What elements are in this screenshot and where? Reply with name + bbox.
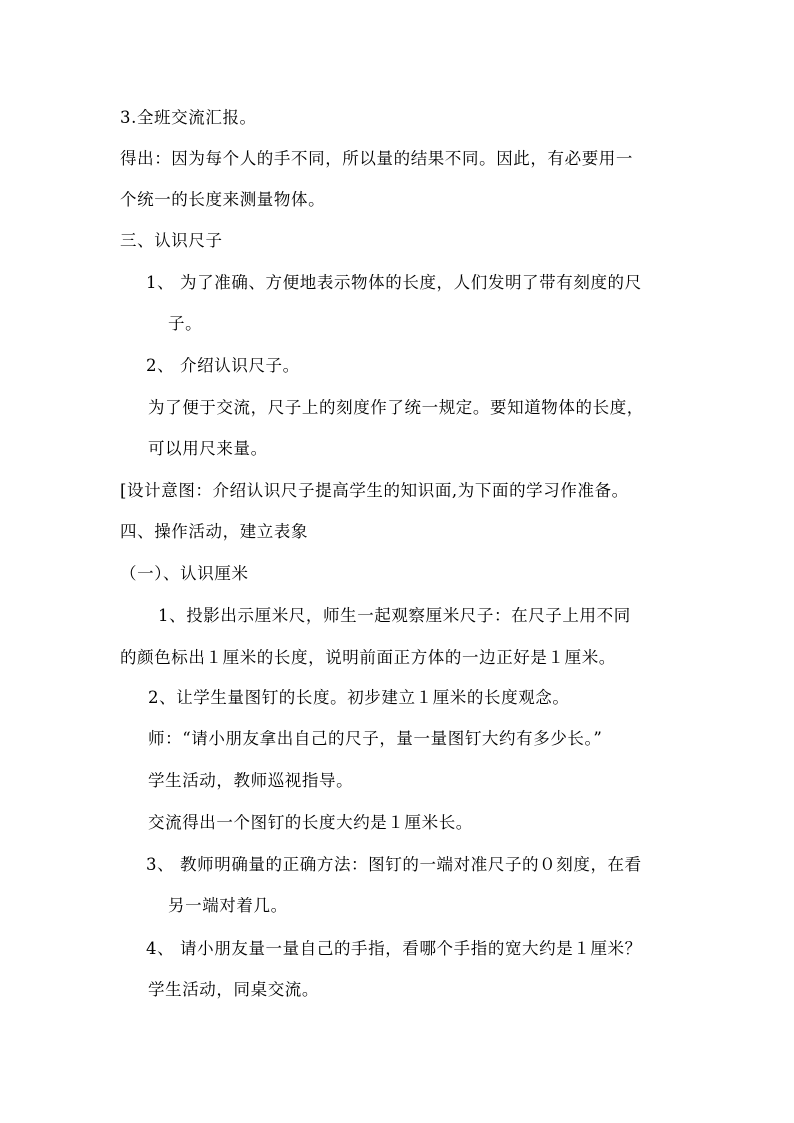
text-line-17: 学生活动，教师巡视指导。	[148, 771, 354, 790]
text-line-8: 为了便于交流，尺子上的刻度作了统一规定。要知道物体的长度，	[148, 398, 644, 417]
text-line-18: 交流得出一个图钉的长度大约是１厘米长。	[148, 813, 473, 832]
text-line-22: 学生活动，同桌交流。	[148, 980, 319, 999]
text-line-13: 1、投影出示厘米尺，师生一起观察厘米尺子：在尺子上用不同	[158, 606, 631, 625]
text-line-21: 4、 请小朋友量一量自己的手指，看哪个手指的宽大约是１厘米？	[146, 939, 642, 958]
text-line-20: 另一端对着几。	[168, 896, 288, 915]
section-heading-4: 四、操作活动，建立表象	[120, 522, 309, 541]
text-line-15: 2、让学生量图钉的长度。初步建立１厘米的长度观念。	[148, 688, 570, 707]
text-line-1: 3.全班交流汇报。	[120, 108, 257, 127]
text-line-3: 个统一的长度来测量物体。	[120, 190, 326, 209]
subsection-heading: （一）、认识厘米	[120, 564, 249, 583]
section-heading-3: 三、认识尺子	[120, 231, 223, 250]
text-line-2: 得出：因为每个人的手不同，所以量的结果不同。因此，有必要用一	[120, 149, 633, 168]
text-line-5: 1、 为了准确、方便地表示物体的长度，人们发明了带有刻度的尺	[146, 273, 642, 292]
text-line-14: 的颜色标出１厘米的长度，说明前面正方体的一边正好是１厘米。	[120, 648, 616, 667]
text-line-7: 2、 介绍认识尺子。	[146, 356, 300, 375]
text-line-19: 3、 教师明确量的正确方法：图钉的一端对准尺子的０刻度，在看	[146, 855, 642, 874]
text-line-9: 可以用尺来量。	[148, 439, 268, 458]
design-intent-note: [设计意图：介绍认识尺子提高学生的知识面,为下面的学习作准备。	[120, 481, 629, 500]
text-line-6: 子。	[168, 314, 203, 333]
text-line-16: 师：“请小朋友拿出自己的尺子，量一量图钉大约有多少长。”	[148, 729, 603, 748]
